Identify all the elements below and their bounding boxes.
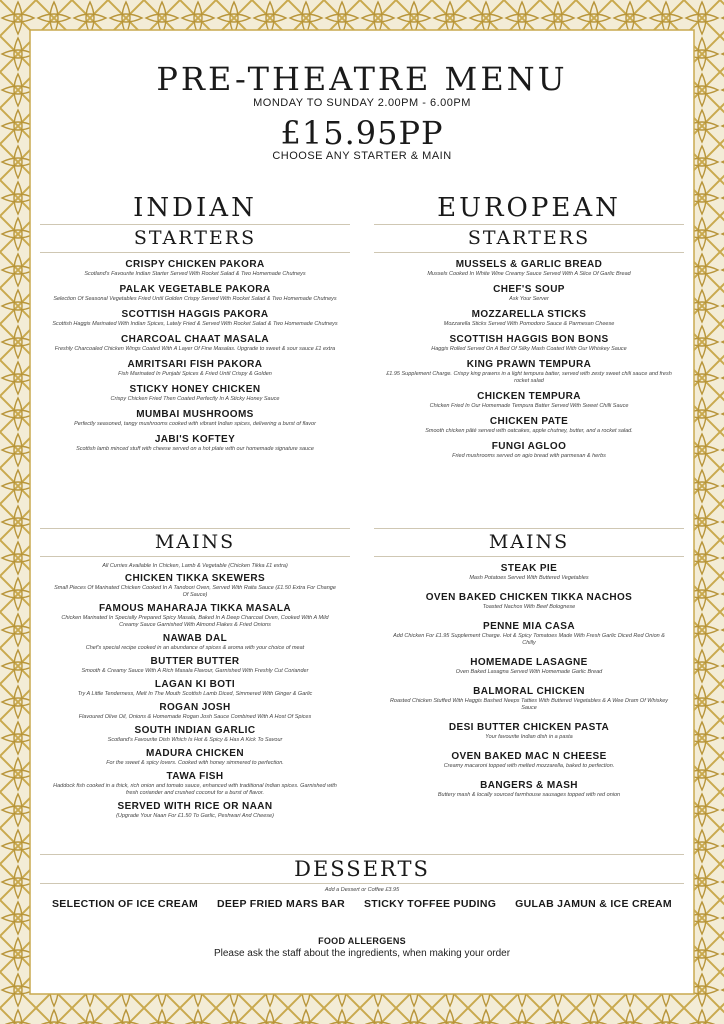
menu-item-description: Flavoured Olive Oil, Onions & Homemade Rogan Josh Sauce Combined With A Host Of Spices — [78, 714, 312, 720]
menu-item — [40, 748, 350, 767]
menu-item — [374, 441, 684, 460]
menu-item-description: Try A Little Tenderness, Melt In The Mouth Scottish Lamb Diced, Simmered With Ginger & Garlic — [77, 691, 313, 697]
dessert-item: GULAB JAMUN & ICE CREAM — [515, 898, 672, 910]
menu-item-name: BUTTER BUTTER — [150, 656, 240, 667]
menu-item-name: JABI'S KOFTEY — [154, 434, 236, 445]
european-mains-column — [374, 528, 684, 809]
menu-item-description: Haddock fish cooked in a thick, rich onion and tomato sauce, enhanced with traditional Indian spices. Garnished with fresh coriander and crushed coconut for a burst of flavor. — [53, 783, 337, 796]
menu-item-name: MOZZARELLA STICKS — [471, 309, 587, 320]
menu-item-description: Fish Marinated In Punjabi Spices & Fried Until Crispy & Golden — [118, 371, 272, 377]
menu-item-name: FUNGI AGLOO — [491, 441, 567, 452]
allergens-section — [40, 936, 684, 959]
menu-item — [40, 384, 350, 403]
menu-item — [40, 259, 350, 278]
menu-item-name: BANGERS & MASH — [480, 780, 578, 791]
menu-item-description: Crispy Chicken Fried Then Coated Perfectly In A Sticky Honey Sauce — [110, 396, 280, 402]
menu-item-name: SCOTTISH HAGGIS PAKORA — [121, 309, 269, 320]
choose-note: CHOOSE ANY STARTER & MAIN — [272, 150, 452, 162]
menu-item — [40, 771, 350, 797]
european-starters-list — [374, 259, 684, 460]
menu-item-description: Buttery mash & locally sourced farmhouse sausages topped with red onion — [437, 792, 621, 798]
menu-item-description: Add Chicken For £1.95 Supplement Charge. Hot & Spicy Tomatoes Made With Fresh Garlic Diced Red Onion & Chilly — [393, 633, 665, 646]
menu-item-description: Roasted Chicken Stuffed With Haggis Bashed Neeps Tatties With Buttered Vegetables & A Wee Dram Of Whiskey Sauce — [389, 698, 669, 711]
menu-item-name: LAGAN KI BOTI — [154, 679, 236, 690]
menu-item-description: For the sweet & spicy lovers. Cooked with honey simmered to perfection. — [106, 760, 284, 766]
menu-item-name: CHEF'S SOUP — [493, 284, 565, 295]
menu-item — [40, 434, 350, 453]
menu-item-name: SERVED WITH RICE OR NAAN — [117, 801, 273, 812]
menu-item-name: PENNE MIA CASA — [483, 621, 575, 632]
menu-item-name: PALAK VEGETABLE PAKORA — [119, 284, 271, 295]
menu-item — [374, 657, 684, 676]
menu-item-description: Your favourite Indian dish in a pasta — [485, 734, 573, 740]
menu-item-description: Perfectly seasoned, tangy mushrooms cooked with vibrant Indian spices, delivering a burst of flavor — [74, 421, 316, 427]
menu-item-description: Oven Baked Lasagna Served With Homemade Garlic Bread — [455, 669, 603, 675]
menu-item-description: Chicken Fried In Our Homemade Tempura Batter Served With Sweet Chilli Sauce — [429, 403, 629, 409]
desserts-note: Add a Dessert or Coffee £3.95 — [324, 887, 400, 893]
menu-item — [40, 573, 350, 599]
menu-item — [374, 359, 684, 385]
allergens-text: Please ask the staff about the ingredients, when making your order — [213, 948, 511, 959]
menu-item — [374, 563, 684, 582]
menu-item-name: CHICKEN TEMPURA — [477, 391, 581, 402]
menu-item — [40, 359, 350, 378]
menu-item-name: OVEN BAKED CHICKEN TIKKA NACHOS — [425, 592, 633, 603]
opening-hours: MONDAY TO SUNDAY 2.00PM - 6.00PM — [253, 97, 471, 109]
menu-item-description: (Upgrade Your Naan For £1.50 To Garlic, Peshwari And Cheese) — [116, 813, 274, 819]
menu-item — [40, 334, 350, 353]
indian-mains-note: All Curries Available In Chicken, Lamb & Vegetable (Chicken Tikka £1 extra) — [102, 563, 288, 569]
menu-item-description: Smooth & Creamy Sauce With A Rich Masala Flavour, Garnished With Freshly Cut Coriander — [81, 668, 309, 674]
menu-item-name: CHICKEN TIKKA SKEWERS — [124, 573, 266, 584]
menu-item — [374, 722, 684, 741]
menu-item — [40, 725, 350, 744]
menu-item-description: Scottish lamb minced stuff with cheese served on a hot plate with our homemade signature sauce — [76, 446, 314, 452]
menu-item — [40, 603, 350, 629]
menu-item-description: £1.95 Supplement Charge. Crispy king prawns in a light tempura batter, served with zesty sweet chili sauce and fresh rocket salad — [386, 371, 672, 384]
menu-item — [40, 656, 350, 675]
menu-item-name: AMRITSARI FISH PAKORA — [127, 359, 263, 370]
menu-item-description: Fried mushrooms served on agio bread with parmesan & herbs — [452, 453, 606, 459]
menu-item-description: Haggis Rolled Served On A Bed Of Silky Mash Coated With Our Whiskey Sauce — [431, 346, 627, 352]
indian-mains-column — [40, 528, 350, 824]
menu-item — [40, 801, 350, 820]
indian-mains-heading: MAINS — [40, 528, 350, 557]
menu-item-name: ROGAN JOSH — [159, 702, 231, 713]
menu-item-name: STEAK PIE — [500, 563, 558, 574]
menu-item-description: Smooth chicken pâté served with oatcakes, apple chutney, butter, and a rocket salad. — [425, 428, 633, 434]
european-heading: EUROPEAN — [437, 193, 621, 223]
european-mains-heading: MAINS — [374, 528, 684, 557]
menu-item — [374, 259, 684, 278]
page-title: PRE-THEATRE MENU — [156, 60, 568, 98]
dessert-item: SELECTION OF ICE CREAM — [52, 898, 199, 910]
menu-item-name: MUSSELS & GARLIC BREAD — [455, 259, 603, 270]
menu-item-description: Small Pieces Of Marinated Chicken Cooked In A Tandoori Oven, Served With Raita Sauce (£1.50 Extra For Change Of Sauce) — [54, 585, 336, 598]
menu-item-name: SOUTH INDIAN GARLIC — [134, 725, 256, 736]
menu-item-description: Mash Potatoes Served With Buttered Vegetables — [469, 575, 589, 581]
desserts-heading: DESSERTS — [40, 854, 684, 884]
menu-item — [40, 679, 350, 698]
desserts-section — [40, 854, 684, 910]
european-starters-column — [374, 192, 684, 466]
menu-item-description: Ask Your Server — [509, 296, 549, 302]
indian-mains-list — [40, 573, 350, 820]
menu-item-name: CHICKEN PATE — [489, 416, 569, 427]
menu-item-name: TAWA FISH — [166, 771, 224, 782]
menu-item — [374, 780, 684, 799]
indian-starters-heading: STARTERS — [40, 224, 350, 253]
menu-item — [374, 309, 684, 328]
menu-item — [374, 592, 684, 611]
menu-item-description: Mussels Cooked In White Wine Creamy Sauce Served With A Slice Of Garlic Bread — [427, 271, 631, 277]
menu-item-description: Scotland's Favourite Indian Starter Served With Rocket Salad & Two Homemade Chutneys — [84, 271, 306, 277]
menu-item-name: BALMORAL CHICKEN — [473, 686, 585, 697]
menu-item — [374, 621, 684, 647]
menu-item-name: MUMBAI MUSHROOMS — [136, 409, 254, 420]
menu-item-name: HOMEMADE LASAGNE — [470, 657, 588, 668]
menu-price: £15.95PP — [280, 114, 444, 152]
menu-item-name: STICKY HONEY CHICKEN — [129, 384, 261, 395]
desserts-list — [40, 898, 684, 910]
menu-item-description: Freshly Charcoaled Chicken Wings Coated With A Layer Of Fine Masalas. Upgrade to sweet & sour sauce £1 extra — [54, 346, 336, 352]
menu-item-name: CRISPY CHICKEN PAKORA — [125, 259, 265, 270]
menu-item-name: NAWAB DAL — [162, 633, 228, 644]
dessert-item: DEEP FRIED MARS BAR — [216, 898, 346, 910]
menu-item — [40, 409, 350, 428]
menu-item — [374, 391, 684, 410]
dessert-item: STICKY TOFFEE PUDING — [363, 898, 497, 910]
menu-item-name: KING PRAWN TEMPURA — [466, 359, 592, 370]
european-mains-list — [374, 563, 684, 799]
menu-item — [374, 751, 684, 770]
allergens-heading: FOOD ALLERGENS — [318, 936, 406, 946]
menu-item-description: Chicken Marinated In Specially Prepared Spicy Masala, Baked In A Deep Charcoal Oven, Cooked With A Mild Creamy Sauce Garnished With Almond Flakes & Fried Onions — [61, 615, 329, 628]
menu-item-name: CHARCOAL CHAAT MASALA — [120, 334, 270, 345]
menu-item-description: Selection Of Seasonal Vegetables Fried Until Golden Crispy Served With Rocket Salad & Two Homemade Chutneys — [53, 296, 337, 302]
menu-item — [374, 334, 684, 353]
menu-item — [374, 284, 684, 303]
indian-heading: INDIAN — [133, 193, 257, 223]
menu-item-description: Toasted Nachos With Beef Bolognese — [482, 604, 576, 610]
menu-item — [374, 416, 684, 435]
menu-item-name: SCOTTISH HAGGIS BON BONS — [449, 334, 609, 345]
menu-item-name: MADURA CHICKEN — [145, 748, 244, 759]
menu-item-description: Mozzarella Sticks Served With Pomodoro Sauce & Parmesan Cheese — [443, 321, 615, 327]
menu-item — [374, 686, 684, 712]
menu-item — [40, 702, 350, 721]
menu-item-description: Scotland's Favourite Dish Which Is Hot & Spicy & Has A Kick To Savour — [107, 737, 283, 743]
menu-item-description: Creamy macaroni topped with melted mozzarella, baked to perfection. — [443, 763, 615, 769]
menu-item — [40, 284, 350, 303]
menu-item-name: DESI BUTTER CHICKEN PASTA — [448, 722, 610, 733]
indian-starters-list — [40, 259, 350, 453]
menu-page — [40, 40, 684, 984]
menu-item-description: Scottish Haggis Marinated With Indian Spices, Lately Fried & Served With Rocket Salad & Two Homemade Chutneys — [52, 321, 338, 327]
indian-starters-column — [40, 192, 350, 459]
menu-item-name: FAMOUS MAHARAJA TIKKA MASALA — [98, 603, 292, 614]
menu-item-description: Chef's special recipe cooked in an abundance of spices & aroma with your choice of meat — [85, 645, 305, 651]
menu-item — [40, 309, 350, 328]
menu-item-name: OVEN BAKED MAC N CHEESE — [451, 751, 607, 762]
european-starters-heading: STARTERS — [374, 224, 684, 253]
menu-item — [40, 633, 350, 652]
